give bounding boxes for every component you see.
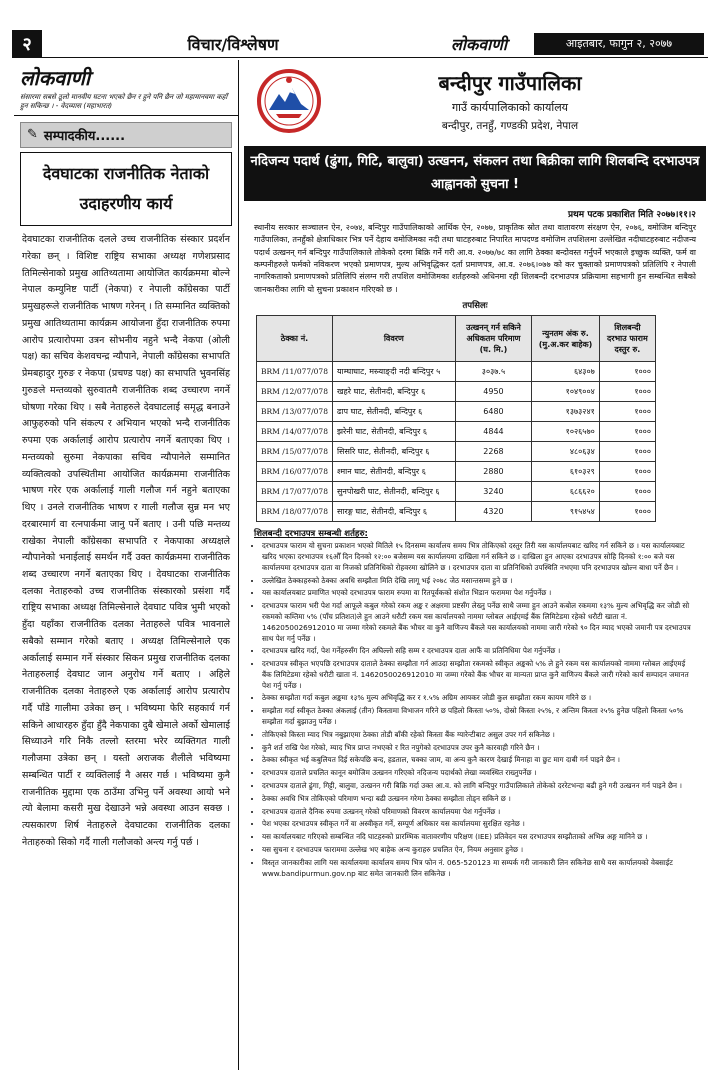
contract-fee: १००० [599,362,655,382]
contract-volume: 4950 [455,382,532,402]
col-header: विवरण [332,316,455,362]
contract-code: BRM /16/077/078 [257,462,333,482]
term-item: • विस्तृत जानकारीका लागि यस कार्यालयमा कार्यालय समय भित्र फोन नं. 065-520123 मा सम्पर्क गरी जानकारी लिन सकिनेछ साथै यस कार्यालयको वेबसाईट www.bandipurmun.gov.np बाट समेत जानकारी लिन सकिनेछ । [262,858,696,880]
term-item: • तोकिएको किस्ता म्याद भित्र नबुझाएमा ठेक्का तोडी बाँकी रहेको किस्ता बैंक ग्यारेन्टीबाट असुल उपर गर्न सकिनेछ । [262,730,696,741]
term-item: • ठेक्का स्वीकृत भई कबुलियत दिई सकेपछि बन्द, हडताल, चक्का जाम, वा अन्य कुनै कारण देखाई मिनाहा वा छुट माग दाबी गर्न पाइने छैन । [262,755,696,766]
contract-volume: 3240 [455,482,532,502]
contract-location: श्मान घाट, सेतीनदी, बन्दिपुर ६ [332,462,455,482]
page-header [12,30,708,58]
term-item: • यस कार्यालयबाट प्रमाणित भएको दरभाउपत्र फाराम रुपमा वा रितपूर्वकको संशोत भिडान फराममा पेश गर्नुपर्नेछ । [262,588,696,599]
contract-location: सुनपोखरी घाट, सेतीनदी, बन्दिपुर ६ [332,482,455,502]
contract-volume: ३०३७.५ [455,362,532,382]
term-item: • सम्झौता गर्दा स्वीकृत ठेक्का अंकलाई (तीन) किस्तामा विभाजन गरिने छ पहिलो किस्ता ५०%, दोस्रो किस्ता २५%, र अन्तिम किस्ता २५% हुनेछ पहिलो किस्ता ५०% सम्झौता गर्दा बुझाउनु पर्नेछ । [262,706,696,728]
pen-icon: ✎ [27,127,38,142]
contract-fee: १००० [599,382,655,402]
contract-min-amount: ६४३०७ [532,362,600,382]
contract-code: BRM /14/077/078 [257,422,333,442]
contract-fee: १००० [599,422,655,442]
term-item: • ठेक्का सम्झौता गर्दा कबुल अङ्कमा १३% मुल्य अभिवृद्धि कर र १.५% अग्रिम आयकर जोडी कुल सम्झौता रकम कायम गरिने छ । [262,693,696,704]
term-item: • दरभाउपत्र खरिद गर्दा, पेश गर्नेहरुसँग दिन अघिल्लो सहि सम्म र दरभाउपत्र दाता आफैं वा प्रतिनिधिमा पेश गर्नुपर्नेछ । [262,646,696,657]
terms-list [244,541,706,879]
table-row [257,422,656,442]
publication-date: प्रथम पटक प्रकाशित मिति २०७७।११।२ [567,209,696,220]
contract-code: BRM /13/077/078 [257,402,333,422]
nepal-emblem-icon [254,66,324,136]
col-header: ठेक्का नं. [257,316,333,362]
col-header: न्युनतम अंक रु. (मु.अ.कर बाहेक) [532,316,600,362]
contract-code: BRM /12/077/078 [257,382,333,402]
contract-volume: 4844 [455,422,532,442]
term-item: • दरभाउपत्र फाराम यो सुचना प्रकाशन भएको मितिले १५ दिनसम्म कार्यालय समय भित्र तोकिएको दस्तुर तिरी यस कार्यालयबाट खरिद गर्न सकिने छ । यस कार्यालयबाट खरिद भएका दरभाउपत्र १६औँ दिन दिनको १२:०० बजेसम्म यस कार्यालयमा दाखिला गर्न सकिने छ । दाखिला हुन आएका दरभाउपत्र सोहि दिनको १:०० बजे यस कार्यालयमा दरभाउपत्र दाता वा निजको प्रतिनिधिको रोहवरमा खोलिने छ । दरभाउपत्र दाता वा प्रतिनिधिको उपस्थिति नभएमा पनि दरभाउपत्र खोल्न बाधा पर्ने छैन । [262,541,696,573]
contract-location: खहरे घाट, सेतीनदी, बन्दिपुर ६ [332,382,455,402]
org-address: बन्दीपुर, तनहुँ, गण्डकी प्रदेश, नेपाल [441,120,579,132]
term-item: • यस सुचना र दरभाउपत्र फाराममा उल्लेख भए बाहेक अन्य कुराहरु प्रचलित ऐन, नियम अनुसार हुनेछ । [262,845,696,856]
contract-min-amount: ६१०३२९ [532,462,600,482]
table-row [257,362,656,382]
col-header: शिलबन्दी दरभाउ फाराम दस्तुर रु. [599,316,655,362]
table-row [257,402,656,422]
org-name: बन्दीपुर गाउँपालिका [438,71,582,95]
table-header-row [257,316,656,362]
contract-min-amount: ४८०६३४ [532,442,600,462]
editorial-column [14,60,239,1070]
contract-location: याम्घाघाट, मस्र्याङ्दी नदी बन्दिपुर ५ [332,362,455,382]
contract-volume: 4320 [455,502,532,522]
editorial-label [20,122,232,148]
notice-title: नदिजन्य पदार्थ (ढुंगा, गिटि, बालुवा) उत्खनन, संकलन तथा बिक्रीका लागि शिलबन्दि दरभाउपत्र आह्वानको सुचना ! [244,146,706,201]
masthead-logo: लोकवाणी [20,66,91,90]
issue-date: आइतबार, फागुन २, २०७७ [534,33,704,55]
masthead-tagline: संसारमा सबसे ठूलो मानवीय घटना भएको छैन र हुने पनि छैन जो महामानवमा कहाँ हुन सकिन्छ । - वेदव्यास (महाभारत) [20,93,228,110]
page-number: २ [12,30,42,58]
table-row [257,482,656,502]
terms-title: शिलबन्दी दरभाउपत्र सम्बन्धी शर्तहरु: [254,529,368,540]
contract-fee: १००० [599,502,655,522]
contract-min-amount: ९१५४५४ [532,502,600,522]
contract-fee: १००० [599,442,655,462]
notice-column [244,60,706,1070]
term-item: • उल्लेखित ठेक्काहरुको ठेक्का अवधि सम्झौता मिति देखि लागू भई २०७८ जेठ मसान्तसम्म हुने छ । [262,576,696,587]
table-row [257,382,656,402]
editorial-label-text: सम्पादकीय...... [43,128,126,144]
contract-volume: 2880 [455,462,532,482]
term-item: • दरभाउपत्र दाताले ढुंगा, गिट्टी, बालुवा, उत्खनन गरी बिक्रि गर्दा उक्त आ.व. को लागि बन्दिपुर गाउँपालिकाले तोकेको दररेटभन्दा बढी हुने गरी उत्खनन गर्न पाइने छैन । [262,781,696,792]
contract-code: BRM /15/077/078 [257,442,333,462]
term-item: • पेश भएका दरभाउपत्र स्वीकृत गर्ने वा अस्वीकृत गर्ने, सम्पूर्ण अधिकार यस कार्यालयमा सुरक्षित रहनेछ । [262,819,696,830]
contract-min-amount: १३७३२४१ [532,402,600,422]
col-header: उत्खनन् गर्न सकिने अधिकतम परिमाण (घ. मि.) [455,316,532,362]
table-row [257,442,656,462]
contract-location: सारङ्ग घाट, सेतीनदी, बन्दिपुर ६ [332,502,455,522]
contract-code: BRM /18/077/078 [257,502,333,522]
editorial-headline: देवघाटका राजनीतिक नेताको उदाहरणीय कार्य [20,152,232,227]
term-item: • दरभाउपत्र दाताले प्रचलित कानून बमोजिम उत्खनन गरिएको नदिजन्य पदार्थको लेखा व्यवस्थित राख्नुपर्नेछ । [262,768,696,779]
org-header [244,60,706,142]
table-row [257,462,656,482]
table-row [257,502,656,522]
masthead [14,60,238,116]
paper-name: लोकवाणी [450,34,508,54]
term-item: • दरभाउपत्र स्वीकृत भएपछि दरभाउपत्र दाताले ठेक्का सम्झौता गर्न आउदा सम्झौता रकमको स्वीकृत अङ्कको ५% ले हुने रकम यस कार्यालयको नाममा ग्लोबल आईएमई बैंक लिमिटेडमा रहेको धरौटी खाता नं. 1462050026912010 मा जम्मा गरेको बैंक भौचर वा मान्यता प्राप्त कुनै वाणिज्य बैंकले जारी गरेको कार्य सम्पादन जमानत पेश गर्नु पर्नेछ । [262,659,696,691]
org-office: गाउँ कार्यपालिकाको कार्यालय [451,101,569,114]
contract-fee: १००० [599,402,655,422]
contract-min-amount: १०२६५७० [532,422,600,442]
contract-code: BRM /17/077/078 [257,482,333,502]
contract-location: सिसरि घाट, सेतीनदी, बन्दिपुर ६ [332,442,455,462]
term-item: • दरभाउपत्र दाताले दैनिक रुपमा उत्खनन् गरेको परिमाणको विवरण कार्यालयमा पेश गर्नुपर्नेछ । [262,807,696,818]
contract-code: BRM /11/077/078 [257,362,333,382]
contract-min-amount: १०४९००४ [532,382,600,402]
contract-location: झरेनी घाट, सेतीनदी, बन्दिपुर ६ [332,422,455,442]
section-title: विचार/विश्लेषण [187,34,279,54]
contract-volume: 2268 [455,442,532,462]
term-item: • यस कार्यालयबाट गरिएको सम्बन्धित नदि घाटहरुको प्रारम्भिक वातावरणीय परिक्षण (IEE) प्रतिवेदन यस दरभाउपत्र सम्झौताको अभिन्न अङ्ग मानिने छ । [262,832,696,843]
notice-intro: स्थानीय सरकार सञ्चालन ऐन, २०७४, बन्दिपुर गाउँपालिकाको आर्थिक ऐन, २०७७, प्राकृतिक स्रोत तथा वातावरण संरक्षण ऐन, २०७६, वमोजिम बन्दिपुर गाउँपालिका, तनहुँको क्षेत्राधिकार भित्र पर्ने देहाय वमोजिमका नदी तथा घाटहरुबाट निपारित मापदण्ड वमोजिम तपशिलमा उल्लेखित नदीघाटहरुबाट नदीजन्य पदार्थ उत्खनन् गर्न बन्दिपुर गाउँपालिकाले तोकेको दरमा बिक्रि गर्ने गरी आ.व. २०७७/७८ का लागि ठेक्का बन्दोवस्त गर्नुपर्ने भएकाले इच्छुक व्यक्ति, फर्म वा कम्पनीहरुले फर्मको नविकरण भएको प्रमाणपत्र, मुल्य अभिवृद्धिकर दर्ता प्रमाणपत्र, आ.व. २०७६।०७७ को कर चुक्ताको प्रमाणपत्रको प्रतिलिपि र नेपाली नागरिकताको प्रमाणपत्रको प्रतिलिपि संलग्न गरी तपशिल वमोजिमका शर्तहरुको अधिनमा रही शिलबन्दी दरभाउपत्र प्रक्रियामा सहभागी हुन सम्बन्धित सबैको जानकारीका लागि यो सुचना प्रकाशन गरिएको छ । [254,222,696,294]
contract-fee: १००० [599,462,655,482]
contract-fee: १००० [599,482,655,502]
editorial-body: देवघाटका राजनीतिक दलले उच्च राजनीतिक संस्कार प्रदर्शन गरेका छन् । विशिष्ट राष्ट्रिय सभाका अध्यक्ष गणेशप्रसाद तिमिल्सेनाको प्रमुख आतिथ्यतामा आयोजित कार्यक्रममा बोल्ने नेपाल कम्युनिष्ट पार्टी (नेकपा) र नेपाली काँग्रेसका पार्टी प्रमुखहरूले राजनीतिक भाषण गरेनन् । ति सम्मानित व्यक्तिको प्रमुख आतिथ्यतामा कार्यक्रम आयोजना हुँदा राजनीतिक रुपमा आरोप प्रत्यारोपमा उत्रन सोभनीय नहुने भन्दै नेकपा (ओली पक्ष) का सचिव केशवचन्द्र न्यौपाने, नेपाली काँग्रेसका सभापति प्रेमबहादुर गुरुङ र नेकपा (प्रचण्ड पक्ष) का सभापति भुवनसिंह गुरुङले मन्तव्यको सुरुवातमै राजनीतिक शब्द उच्चारण नगर्ने घोषणा गरेका थिए । सबै नेताहरुले देवघाटलाई समृद्ध बनाउने आफुहरुको पनि संकल्प र अभियान भएको भन्दै राजनीतिक रुपमा एक अर्कालाई आरोप प्रत्यारोप नगर्ने बताएका थिए । मन्तव्यको सुरुमा नेकपाका सचिव न्यौपानेले सम्मानित व्यक्तित्वको उपस्थितीमा आयोजित कार्यक्रममा राजनीतिक भाषण गरेर एक अर्कालाई गाली गलौज गर्न नहुने बताएका थिए । उनले राजनीतिक भाषण र गाली गलौज सुन्न मन भए दरबारमार्ग वा रत्नपार्कमा जानु पर्ने बताए । उनी पछि मन्तव्य राखेका नेपाली काँग्रेसका सभापति र नेकपाका अध्यक्षले न्यौपानेको भनाईलाई समर्थन गर्दै उक्त कार्यक्रममा राजनीतिक शब्द उच्चारण नगर्ने बताएका थिए । देवघाटका राजनीतिक दलका नेताहरुको उच्च राजनीतिक संस्कारको प्रसंशा गर्दै राष्ट्रिय सभाका अध्यक्ष तिमिल्सेनाले देवघाट पवित्र भुमी भएको हुँदा यहाँका राजनीतिक दलका नेताहरुले पवित्र भावनाले सबैको सम्मान गरेको बताए । अध्यक्ष तिमिल्सेनाले एक अर्कालाई सम्मान गर्ने संस्कार सिकन प्रमुख राजनीतिक दलका नेताहरुलाई देवघाट जान अनुरोध गर्ने बताए । अहिले राजनीतिक दलका नेताहरुले एक अर्कालाई आरोप प्रत्यारोप गर्दै पाँडे गालीमा उत्रेका छन् । भविष्यमा फेरि सहकार्य गर्न सकिने आधारहरु हुँदा हुँदै नेकपाका दुबै खेमाले अर्को खेमालाई सिध्याउने गरि निकै तल्लो स्तरमा भरेर व्यक्तिगत गाली गलौजमा उत्रेका छन् । यस्तो अराजक शैलीले भविष्यमा सम्बन्धित पार्टी र व्यक्तिलाई नै असर गर्छ । भविष्यमा कुनै राजनीतिक मुद्दामा एक ठाउँमा उभिनु पर्ने अवस्था आयो भने त्यो बेलामा कसरी मुख देखाउने भन्ने अवस्था आउन सक्छ । त्यसकारण शिर्ष नेताहरुले देवघाटका राजनीतिक दलका नेताहरुको सिको गर्दै गाली गलौजको अन्त्य गर्नु पर्छ । [22,234,230,848]
term-item: • ठेक्का अवधि भित्र तोकिएको परिमाण भन्दा बढी उत्खनन गरेमा ठेक्का सम्झौता तोड्न सकिने छ । [262,794,696,805]
detail-label: तपसिलः [462,301,488,312]
contract-min-amount: ६८६६२० [532,482,600,502]
term-item: • दरभाउपत्र फाराम भरी पेश गर्दा आफूले कबुल गरेको रकम अङ्क र अक्षरमा प्रष्टसँग लेख्नु पर्नेछ साथै जम्मा हुन आउने कबोल रकममा १३% मुल्य अभिवृद्धि कर जोडी सो रकमको कम्तिमा ५% (पाँच प्रतिशत)ले हुन आउने धरौटी रकम यस कार्यालयको नाममा ग्लोबल आईएमई बैंक लिमिटेडमा रहेको धरौटी खाता नं. 1462050026912010 मा जम्मा गरेको रकमले बैंक भौचर वा कुनै वाणिज्य बैंकले यस कार्यालयको नाममा जारी गरेको ९० दिन म्याद भएको जमानी पत्र दरभाउपत्र साथ पेश गर्नु पर्नेछ । [262,601,696,644]
contract-table [256,315,656,522]
contract-volume: 6480 [455,402,532,422]
contract-location: ढाप घाट, सेतीनदी, बन्दिपुर ६ [332,402,455,422]
term-item: • कुनै शर्त राखि पेश गरेको, म्याद भित्र प्राप्त नभएको र रित नपुगेको दरभाउपत्र उपर कुनै कारवाही गरिने छैन । [262,743,696,754]
